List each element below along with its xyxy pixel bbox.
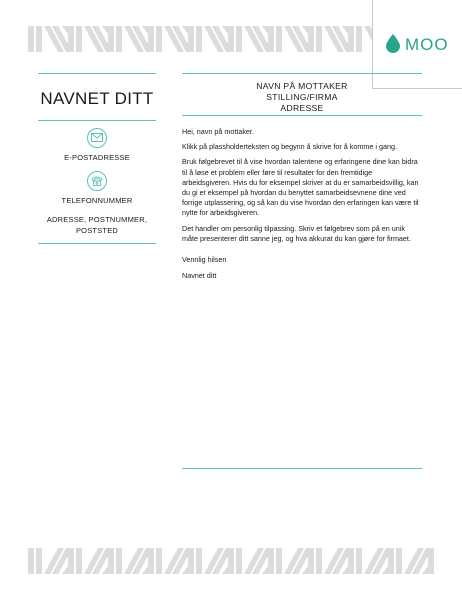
letter-paragraph: Bruk følgebrevet til å vise hvordan talentene og erfaringene dine kan bidra til å løse et problem eller føre til resultater for den fremtidige arbeidsgiveren. Hvis du for eksempel skriver at du er samarbeidsvillig, kan du gi et eksempel på hvordan du benyttet samarbeidsevnene dine ved forrige utplassering, og så kan du vise hvordan den erfaringen kan være til nytte for arbeidsgiveren. [182, 157, 419, 218]
drop-icon [386, 34, 400, 53]
letter-paragraph: Det handler om personlig tilpassing. Skriv et følgebrev som på en unik måte presenterer ditt sanne jeg, og hva akkurat du kan gjøre for firmaet. [182, 223, 411, 243]
bottom-decorative-pattern [28, 548, 434, 574]
letter-bottom-rule [182, 468, 422, 469]
name-bottom-rule [38, 120, 156, 121]
sender-name: NAVNET DITT [40, 89, 154, 108]
pattern-top-svg [28, 26, 372, 52]
top-decorative-pattern [28, 26, 372, 52]
letter-body [182, 127, 422, 286]
pattern-bottom-svg [28, 548, 434, 574]
telephone-glyph [91, 176, 103, 186]
name-top-rule [38, 73, 156, 74]
letter-greeting: Hei, navn på mottaker. [182, 127, 254, 136]
envelope-icon [87, 128, 107, 148]
recipient-name: NAVN PÅ MOTTAKER [256, 81, 348, 91]
sender-address: ADRESSE, POSTNUMMER, POSTSTED [46, 215, 148, 235]
letter-signature: Navnet ditt [182, 271, 217, 281]
recipient-bottom-rule [182, 115, 422, 116]
logo-text: MOO [405, 35, 449, 54]
sender-email: E-POSTADRESSE [64, 153, 130, 162]
logo-box [372, 0, 462, 89]
recipient-top-rule [182, 73, 422, 74]
recipient-address: ADRESSE [280, 103, 324, 113]
recipient-block [182, 81, 422, 114]
letter-paragraph: Klikk på plassholderteksten og begynn å skrive for å komme i gang. [182, 142, 397, 152]
recipient-title: STILLING/FIRMA [266, 92, 338, 102]
envelope-glyph [91, 133, 103, 142]
letter-closing: Vennlig hilsen [182, 255, 227, 265]
sender-phone: TELEFONNUMMER [61, 196, 133, 205]
telephone-icon [87, 171, 107, 191]
contact-bottom-rule [38, 243, 156, 244]
